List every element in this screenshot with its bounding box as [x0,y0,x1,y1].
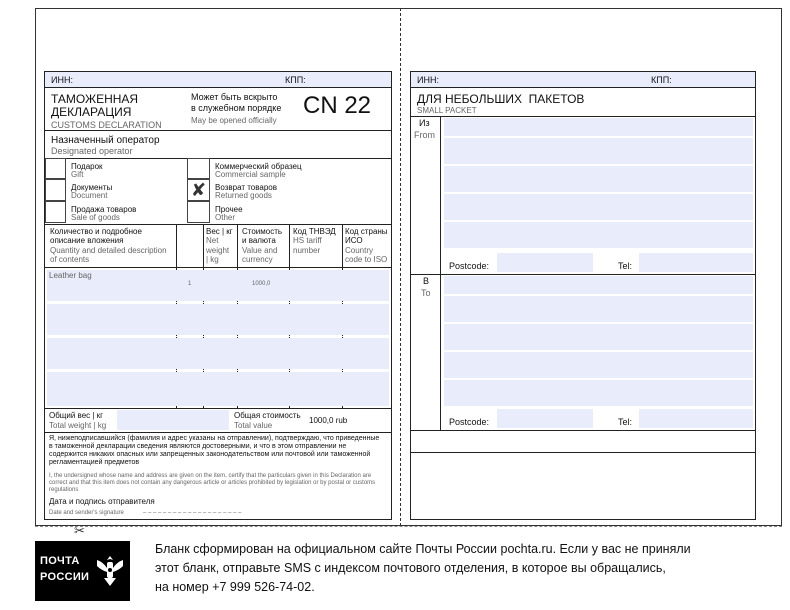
recipient-line-2[interactable] [444,296,753,322]
col-hs-en-2: number [293,246,321,255]
to-label-en: To [421,288,431,298]
small-packet-title-en: SMALL PACKET [417,106,477,115]
sender-postcode-field[interactable] [497,253,593,272]
recipient-tel-label: Tel: [618,417,633,427]
sender-line-4[interactable] [444,194,753,220]
sender-line-3[interactable] [444,166,753,192]
logo-text-line-1: ПОЧТА [40,555,80,567]
cut-line-horizontal [35,526,782,527]
right-kpp-label: КПП: [651,75,672,85]
col-country-ru-2: ИСО [345,236,363,245]
form-title-ru-2: ДЕКЛАРАЦИЯ [51,105,132,119]
recipient-line-1[interactable] [444,276,753,294]
operator-label-ru: Назначенный оператор [51,135,160,146]
col-weight-ru: Вес | кг [206,227,233,236]
col-country-en-2: code to ISO [345,255,388,264]
category-other-ru: Прочее [215,205,243,214]
col-country-ru-1: Код страны [345,227,388,236]
footer-notice-line-2: этот бланк, отправьте SMS с индексом почтового отделения, в которое вы обращались, [155,561,666,575]
category-commercial-ru: Коммерческий образец [215,162,302,171]
category-returned-ru: Возврат товаров [215,183,278,192]
total-weight-field[interactable] [117,410,229,430]
table-row[interactable] [47,338,389,369]
sender-block [411,116,755,274]
col-hs-en-1: HS tariff [293,236,322,245]
recipient-line-5[interactable] [444,380,753,406]
recipient-line-4[interactable] [444,352,753,378]
form-title-ru-1: ТАМОЖЕННАЯ [51,92,139,106]
from-label-ru: Из [419,118,430,128]
from-label-en: From [414,130,435,140]
signature-label-ru: Дата и подпись отправителя [49,497,155,506]
category-section [45,158,391,224]
operator-label-en: Designated operator [51,146,133,156]
sender-tel-field[interactable] [639,253,753,272]
category-commercial-en: Commercial sample [215,170,286,179]
col-country-en-1: Country [345,246,374,255]
sender-tel-label: Tel: [618,261,633,271]
footer-notice-line-3: на номер +7 999 526-74-02. [155,580,315,594]
address-form [410,71,756,520]
right-inn-label: ИНН: [417,75,439,85]
contents-table [45,268,391,408]
category-returned-en: Returned goods [215,191,272,200]
cut-line-vertical [400,8,401,526]
category-sale-ru: Продажа товаров [71,205,137,214]
table-row[interactable] [47,270,389,301]
form-code: CN 22 [303,92,372,119]
checkbox-other[interactable] [187,201,210,223]
category-sale-en: Sale of goods [71,213,120,222]
recipient-postcode-field[interactable] [497,409,593,428]
checkbox-gift[interactable] [45,158,66,179]
col-desc-ru-1: Количество и подробное [50,227,142,236]
scissors-icon: ✂ [74,523,85,538]
inn-label: ИНН: [51,75,73,85]
signature-line[interactable]: – – – – – – – – – – – – – – – – – – – – [143,510,242,516]
col-value-ru-1: Стоимость [242,227,283,236]
total-weight-ru: Общий вес | кг [49,411,104,420]
right-inn-field[interactable] [411,72,755,87]
table-row[interactable] [47,304,389,335]
check-mark-icon: ✘ [191,180,207,200]
signature-label-en: Date and sender's signature [49,510,124,516]
col-weight-en-3: | kg [206,255,219,264]
footer-notice-line-1: Бланк сформирован на официальном сайте Почты России pochta.ru. Если у вас не приняли [155,542,691,556]
russian-post-logo [35,541,130,601]
item-quantity: 1 [188,281,192,287]
col-hs-ru: Код ТНВЭД [293,227,336,236]
recipient-block [411,274,755,430]
to-label-ru: В [423,276,430,286]
total-value-en: Total value [234,421,273,430]
sender-line-5[interactable] [444,222,753,248]
open-notice-ru-1: Может быть вскрыто [191,92,278,102]
checkbox-document[interactable] [45,179,66,201]
kpp-label: КПП: [285,75,306,85]
category-document-ru: Документы [71,183,113,192]
declaration-ru: Я, нижеподписавшийся (фамилия и адрес указаны на отправлении), подтверждаю, что приведенные в таможенной декларации сведения являются достоверными, и что в этом отправлении не содержится никаких опасных или запрещенных законодательством или почтовой или таможенной регламентацией предметов [49,435,380,466]
small-packet-title-ru: ДЛЯ НЕБОЛЬШИХ ПАКЕТОВ [417,92,585,106]
cn22-form [44,71,392,520]
category-other-en: Other [215,213,236,222]
sender-postcode-label: Postcode: [449,261,490,271]
total-weight-en: Total weight | kg [49,421,107,430]
col-desc-en-2: of contents [50,255,90,264]
total-value-ru: Общая стоимость [234,411,301,420]
sender-line-1[interactable] [444,118,753,136]
declaration-en: I, the undersigned whose name and address are given on the item, certify that the particulars given in this Declaration are correct and that this item does not contain any dangerous article or articles prohibited by legislation or by postal or customs regulations [49,473,376,493]
col-value-ru-2: и валюта [242,236,276,245]
col-weight-en-1: Net [206,236,219,245]
col-desc-en-1: Quantity and detailed description [50,246,167,255]
col-desc-ru-2: описание вложения [50,236,124,245]
open-notice-ru-2: в служебном порядке [191,103,282,113]
sender-line-2[interactable] [444,138,753,164]
category-gift-en: Gift [71,170,84,179]
logo-text-line-2: РОССИИ [40,571,90,583]
recipient-tel-field[interactable] [639,409,753,428]
recipient-line-3[interactable] [444,324,753,350]
category-document-en: Document [71,191,108,200]
form-title-en: CUSTOMS DECLARATION [51,120,162,130]
open-notice-en: May be opened officially [191,116,277,125]
item-value: 1000,0 [252,281,271,287]
col-weight-en-2: weight [206,246,230,255]
col-value-en-1: Value and [242,246,278,255]
total-value-amount: 1000,0 rub [309,416,348,425]
category-gift-ru: Подарок [71,162,103,171]
checkbox-sale-of-goods[interactable] [45,201,66,223]
col-value-en-2: currency [242,255,273,264]
checkbox-commercial-sample[interactable] [187,158,210,179]
table-row[interactable] [47,372,389,406]
eagle-emblem-icon [95,552,125,590]
recipient-postcode-label: Postcode: [449,417,490,427]
item-description: Leather bag [49,271,92,280]
inn-field[interactable] [45,72,391,87]
